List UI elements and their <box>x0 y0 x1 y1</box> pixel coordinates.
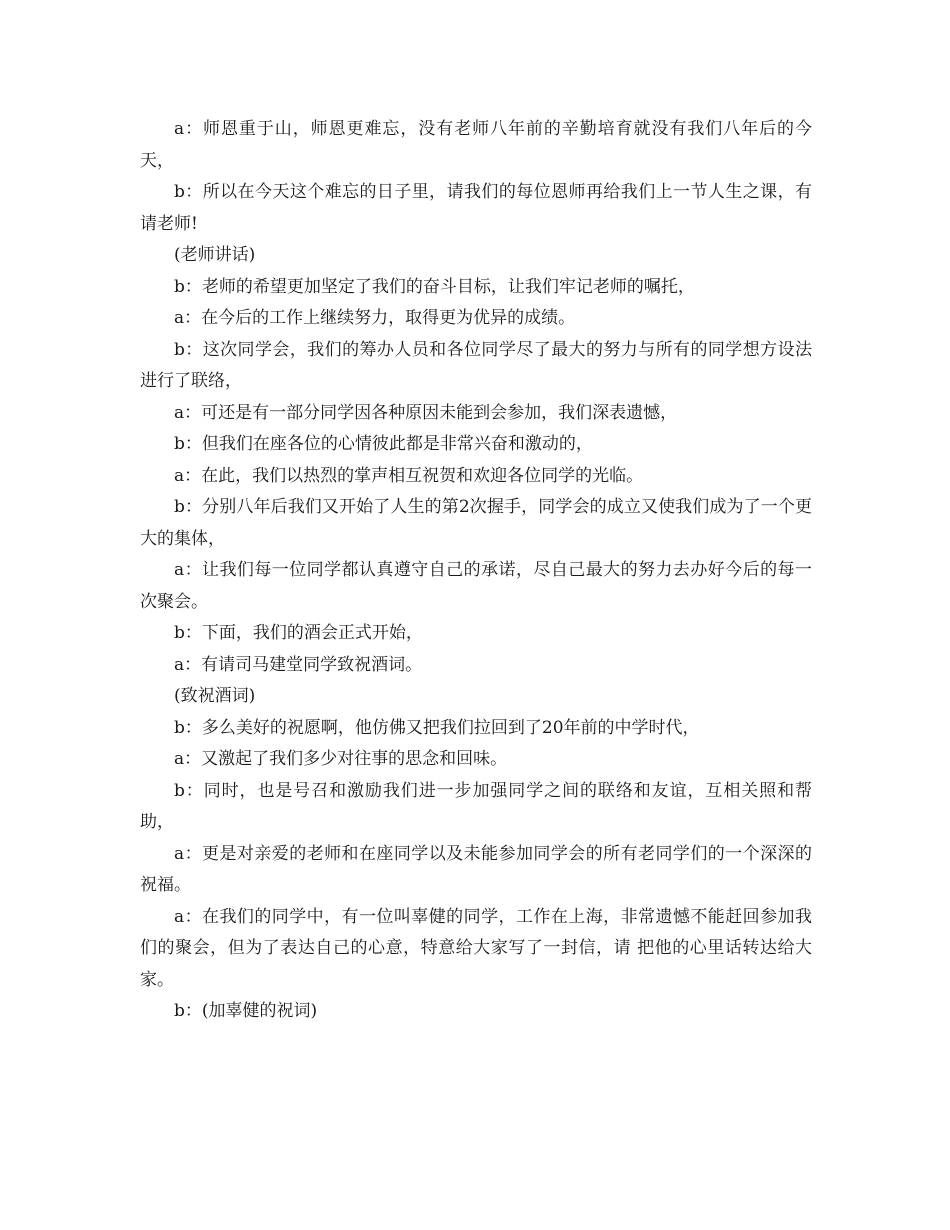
paragraph: b：所以在今天这个难忘的日子里，请我们的每位恩师再给我们上一节人生之课，有请老师! <box>140 182 812 234</box>
paragraph: (老师讲话) <box>174 245 256 265</box>
paragraph: b：(加辜健的祝词) <box>174 1001 318 1021</box>
paragraph: b：下面，我们的酒会正式开始， <box>174 623 423 643</box>
paragraph: a：在今后的工作上继续努力，取得更为优异的成绩。 <box>174 308 576 328</box>
paragraph: a：更是对亲爱的老师和在座同学以及未能参加同学会的所有老同学们的一个深深的祝福。 <box>140 843 812 895</box>
paragraph: b：分别八年后我们又开始了人生的第2次握手，同学会的成立又使我们成为了一个更大的集体， <box>140 497 812 549</box>
paragraph: b：多么美好的祝愿啊，他仿佛又把我们拉回到了20年前的中学时代， <box>174 717 700 738</box>
paragraph: a：有请司马建堂同学致祝酒词。 <box>174 654 423 675</box>
paragraph: b：这次同学会，我们的筹办人员和各位同学尽了最大的努力与所有的同学想方设法进行了联络， <box>140 339 812 391</box>
document-page <box>140 114 812 1028</box>
paragraph: a：在我们的同学中，有一位叫辜健的同学，工作在上海，非常遗憾不能赶回参加我们的聚会，但为了表达自己的心意，特意给大家写了一封信，请 把他的心里话转达给大家。 <box>140 906 812 990</box>
paragraph: b：老师的希望更加坚定了我们的奋斗目标，让我们牢记老师的嘱托， <box>174 276 695 297</box>
paragraph: a：师恩重于山，师恩更难忘，没有老师八年前的辛勤培育就没有我们八年后的今天， <box>140 119 812 171</box>
paragraph: b：同时，也是号召和激励我们进一步加强同学之间的联络和友谊，互相关照和帮助， <box>140 780 812 832</box>
paragraph: a：在此，我们以热烈的掌声相互祝贺和欢迎各位同学的光临。 <box>174 465 644 486</box>
paragraph: a：又激起了我们多少对往事的思念和回味。 <box>174 749 508 769</box>
paragraph: a：让我们每一位同学都认真遵守自己的承诺，尽自己最大的努力去办好今后的每一次聚会。 <box>140 560 812 612</box>
paragraph: (致祝酒词) <box>174 686 256 706</box>
paragraph: b：但我们在座各位的心情彼此都是非常兴奋和激动的， <box>174 434 593 454</box>
paragraph: a：可还是有一部分同学因各种原因未能到会参加，我们深表遗憾， <box>174 402 678 423</box>
